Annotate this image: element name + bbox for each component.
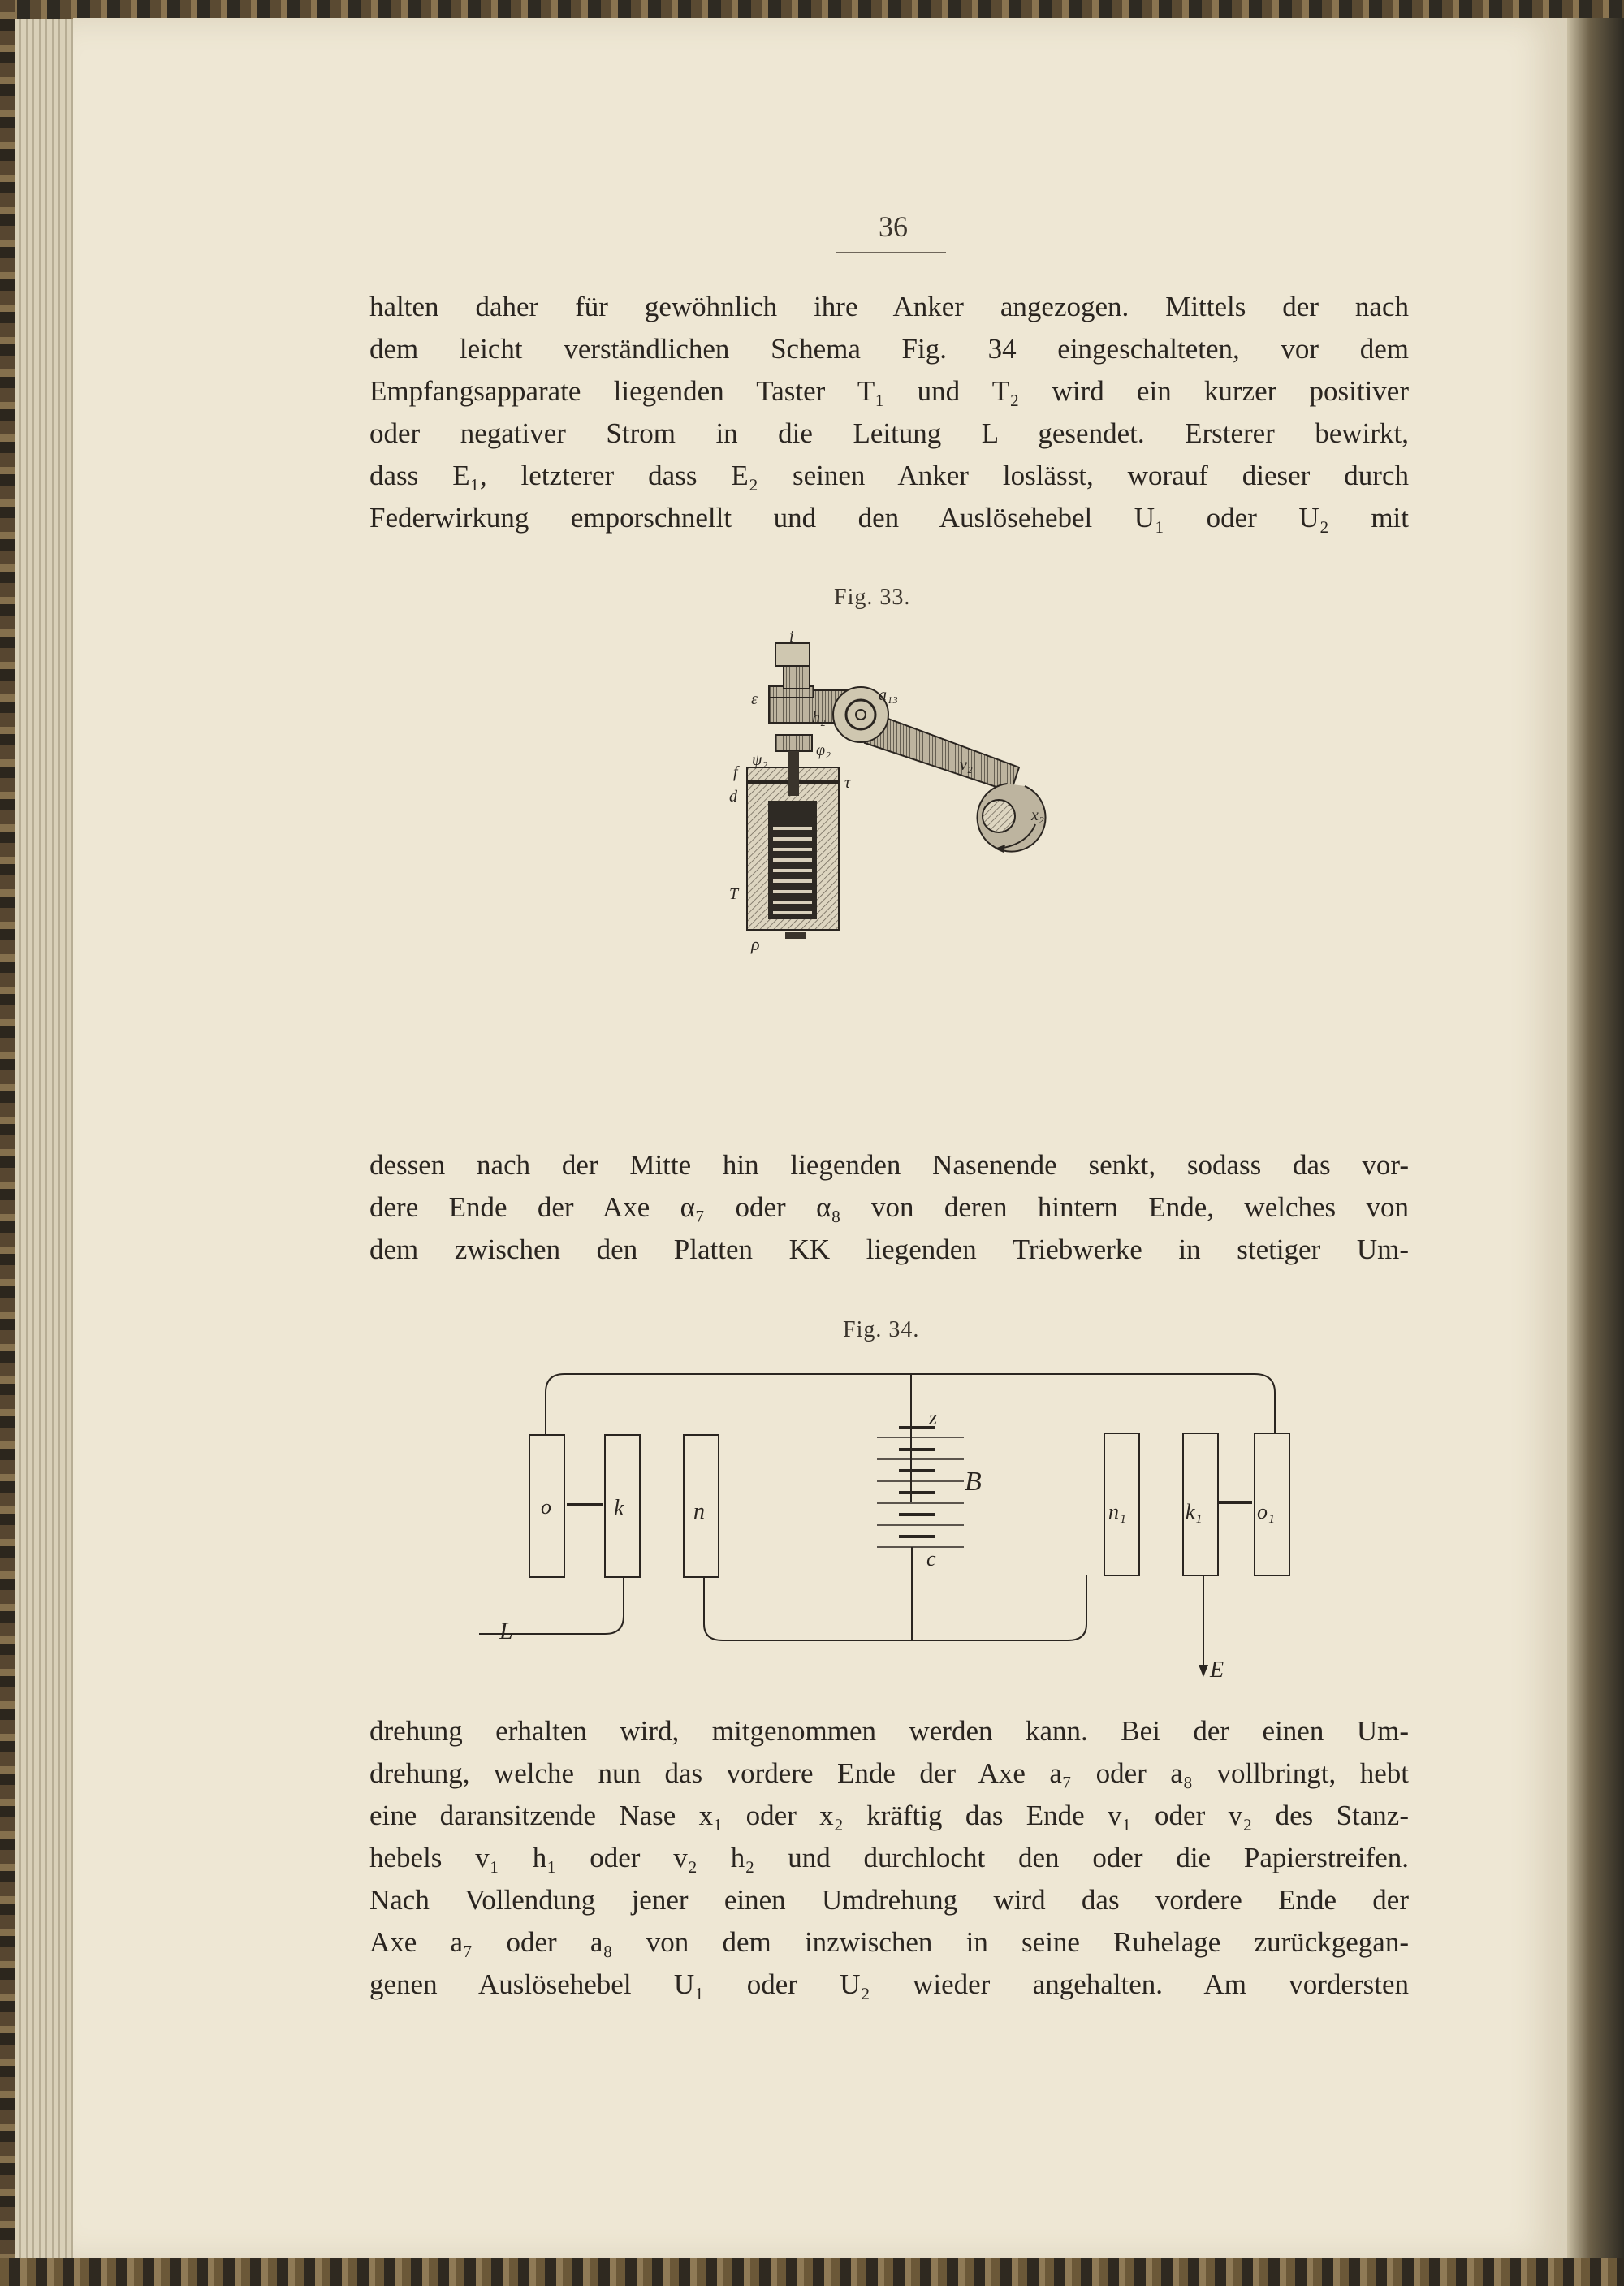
text-line: Empfangsapparate liegenden Taster T₁ und T₂ wird ein kurzer positiver bbox=[369, 375, 1409, 407]
label-x2: x₂ bbox=[1031, 806, 1044, 824]
label-v2: v₂ bbox=[960, 756, 973, 774]
battery-B bbox=[877, 1428, 964, 1547]
book-edge-top bbox=[0, 0, 1624, 19]
text-line: Federwirkung emporschnellt und den Auslösehebel U₁ oder U₂ mit bbox=[369, 502, 1409, 534]
label-psi2: ψ₂ bbox=[752, 751, 768, 769]
text-line: eine daransitzende Nase x₁ oder x₂ kräftig das Ende v₁ oder v₂ des Stanz- bbox=[369, 1800, 1409, 1831]
figure-34-caption: Fig. 34. bbox=[843, 1317, 920, 1342]
text-line: drehung erhalten wird, mitgenommen werden kann. Bei der einen Um- bbox=[369, 1715, 1409, 1747]
text-line: Nach Vollendung jener einen Umdrehung wird das vordere Ende der bbox=[369, 1884, 1409, 1916]
label-rho: ρ bbox=[751, 934, 760, 954]
page-number: 36 bbox=[879, 210, 908, 243]
book-spine bbox=[1567, 18, 1624, 2261]
label-epsilon: ε bbox=[751, 690, 758, 708]
text-line: Axe a₇ oder a₈ von dem inzwischen in seine Ruhelage zurückgegan- bbox=[369, 1926, 1409, 1958]
page-number-rule bbox=[836, 252, 946, 253]
label-i: i bbox=[789, 628, 794, 646]
arm-v2 bbox=[865, 713, 1019, 792]
figure-33-caption: Fig. 33. bbox=[834, 585, 911, 610]
text-line: dass E₁, letzterer dass E₂ seinen Anker loslässt, worauf dieser durch bbox=[369, 460, 1409, 491]
text-line: genen Auslösehebel U₁ oder U₂ wieder angehalten. Am vordersten bbox=[369, 1968, 1409, 2000]
book-edge-bottom bbox=[0, 2258, 1624, 2286]
label-tau: τ bbox=[844, 774, 851, 792]
label-phi2: φ₂ bbox=[816, 741, 831, 759]
figure-34-circuit bbox=[471, 1348, 1299, 1689]
text-line: halten daher für gewöhnlich ihre Anker angezogen. Mittels der nach bbox=[369, 291, 1409, 322]
text-line: oder negativer Strom in die Leitung L gesendet. Ersterer bewirkt, bbox=[369, 417, 1409, 449]
text-line: hebels v₁ h₁ oder v₂ h₂ und durchlocht den oder die Papierstreifen. bbox=[369, 1842, 1409, 1873]
label-B: B bbox=[965, 1467, 982, 1497]
label-k: k bbox=[614, 1496, 624, 1521]
text-line: dem leicht verständlichen Schema Fig. 34 eingeschalteten, vor dem bbox=[369, 333, 1409, 365]
label-T: T bbox=[729, 885, 739, 903]
label-z: z bbox=[929, 1406, 938, 1429]
label-f: f bbox=[733, 763, 738, 781]
page-stack bbox=[15, 19, 80, 2261]
label-c: c bbox=[926, 1547, 936, 1571]
text-line: dessen nach der Mitte hin liegenden Nasenende senkt, sodass das vor- bbox=[369, 1149, 1409, 1181]
label-L: L bbox=[499, 1618, 513, 1644]
text-line: drehung, welche nun das vordere Ende der Axe a₇ oder a₈ vollbringt, hebt bbox=[369, 1757, 1409, 1789]
label-h2: h₂ bbox=[812, 709, 826, 727]
label-a13: a₁₃ bbox=[879, 686, 898, 704]
label-o1: o₁ bbox=[1257, 1500, 1276, 1523]
text-line: dere Ende der Axe α₇ oder α₈ von deren hintern Ende, welches von bbox=[369, 1191, 1409, 1223]
book-edge-left bbox=[0, 0, 15, 2286]
text-line: dem zwischen den Platten KK liegenden Triebwerke in stetiger Um- bbox=[369, 1234, 1409, 1265]
label-o: o bbox=[541, 1495, 551, 1519]
label-d: d bbox=[729, 788, 737, 806]
label-n1: n₁ bbox=[1108, 1500, 1127, 1523]
label-E: E bbox=[1210, 1657, 1224, 1683]
label-k1: k₁ bbox=[1186, 1500, 1203, 1523]
label-n: n bbox=[693, 1499, 705, 1524]
figure-33-illustration bbox=[698, 625, 1072, 1113]
